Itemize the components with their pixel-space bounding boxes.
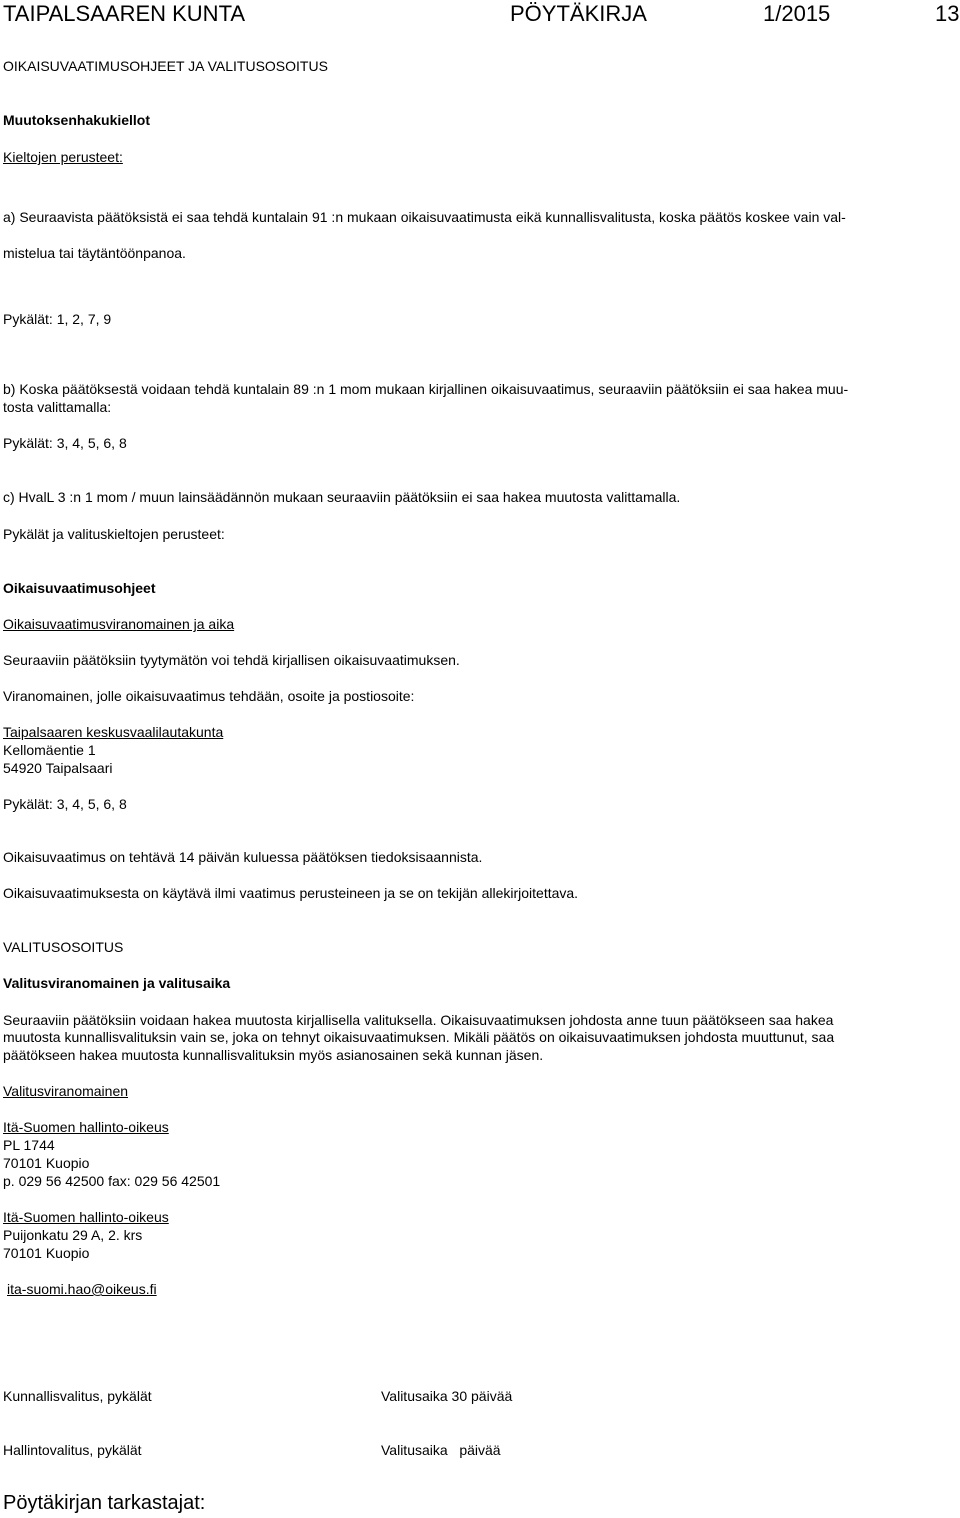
admin-appeal-time: Valitusaika päivää: [381, 1442, 501, 1458]
clause-c-line: c) HvalL 3 :n 1 mom / muun lainsäädännön mukaan seuraaviin päätöksiin ei saa hakea muutosta valittamalla.: [3, 489, 681, 505]
court2-postal: 70101 Kuopio: [3, 1245, 90, 1261]
appeal-para-line1: Seuraaviin päätöksiin voidaan hakea muutosta kirjallisella valituksella. Oikaisuvaatimuksen johdosta anne tuun päätökseen saa hakea: [3, 1012, 834, 1028]
rectification-street: Kellomäentie 1: [3, 742, 96, 758]
rectification-line2: Viranomainen, jolle oikaisuvaatimus tehdään, osoite ja postiosoite:: [3, 688, 415, 704]
rectification-authority-label: Oikaisuvaatimusviranomainen ja aika: [3, 616, 235, 632]
rectification-authority-name: Taipalsaaren keskusvaalilautakunta: [3, 724, 224, 740]
clause-a-line2: mistelua tai täytäntöönpanoa.: [3, 245, 186, 261]
appeal-para-line3: päätökseen hakea muutosta kunnallisvalituksin myös asianosainen sekä kunnan jäsen.: [3, 1047, 544, 1063]
appeal-para-line2: muutosta kunnallisvalituksin vain se, joka on tehnyt oikaisuvaatimuksen. Mikäli päätös on oikaisuvaatimuksen johdosta muuttunut, saa: [3, 1029, 835, 1045]
rectification-requirements: Oikaisuvaatimuksesta on käytävä ilmi vaatimus perusteineen ja se on tekijän allekirjoitettava.: [3, 885, 579, 901]
municipal-appeal-label: Kunnallisvalitus, pykälät: [3, 1388, 152, 1404]
header-doc-type: PÖYTÄKIRJA: [510, 1, 647, 26]
clause-a-sections: Pykälät: 1, 2, 7, 9: [3, 311, 112, 327]
appeal-instructions-title: VALITUSOSOITUS: [3, 939, 124, 955]
rectification-line1: Seuraaviin päätöksiin tyytymätön voi tehdä kirjallisen oikaisuvaatimuksen.: [3, 652, 460, 668]
document-title: OIKAISUVAATIMUSOHJEET JA VALITUSOSOITUS: [3, 58, 328, 74]
court1-phone: p. 029 56 42500 fax: 029 56 42501: [3, 1173, 221, 1189]
header-page-number: 13: [935, 1, 960, 26]
minutes-reviewers-label: Pöytäkirjan tarkastajat:: [3, 1492, 206, 1514]
section-heading-rectification: Oikaisuvaatimusohjeet: [3, 580, 156, 596]
section-heading-prohibitions: Muutoksenhakukiellot: [3, 112, 151, 128]
clause-b-line1: b) Koska päätöksestä voidaan tehdä kuntalain 89 :n 1 mom mukaan kirjallinen oikaisuvaatimus, seuraaviin päätöksiin ei saa hakea muu-: [3, 381, 849, 397]
header-doc-number: 1/2015: [763, 1, 831, 26]
rectification-sections: Pykälät: 3, 4, 5, 6, 8: [3, 796, 127, 812]
clause-a-line1: a) Seuraavista päätöksistä ei saa tehdä kuntalain 91 :n mukaan oikaisuvaatimusta eikä kunnallisvalitusta, koska päätös koskee vain val-: [3, 209, 846, 225]
clause-c-sections: Pykälät ja valituskieltojen perusteet:: [3, 526, 225, 542]
clause-b-sections: Pykälät: 3, 4, 5, 6, 8: [3, 435, 127, 451]
rectification-deadline: Oikaisuvaatimus on tehtävä 14 päivän kuluessa päätöksen tiedoksisaannista.: [3, 849, 483, 865]
court-email-link[interactable]: ita-suomi.hao@oikeus.fi: [7, 1281, 157, 1297]
court1-box: PL 1744: [3, 1137, 55, 1153]
court1-postal: 70101 Kuopio: [3, 1155, 90, 1171]
appeal-authority-label: Valitusviranomainen: [3, 1083, 129, 1099]
header-org: TAIPALSAAREN KUNTA: [3, 1, 246, 26]
clause-b-line2: tosta valittamalla:: [3, 399, 112, 415]
court2-name: Itä-Suomen hallinto-oikeus: [3, 1209, 169, 1225]
appeal-authority-heading: Valitusviranomainen ja valitusaika: [3, 975, 231, 991]
admin-appeal-label: Hallintovalitus, pykälät: [3, 1442, 142, 1458]
court1-name: Itä-Suomen hallinto-oikeus: [3, 1119, 169, 1135]
rectification-postal: 54920 Taipalsaari: [3, 760, 113, 776]
municipal-appeal-time: Valitusaika 30 päivää: [381, 1388, 513, 1404]
prohibition-grounds-label: Kieltojen perusteet:: [3, 149, 123, 165]
court2-street: Puijonkatu 29 A, 2. krs: [3, 1227, 143, 1243]
